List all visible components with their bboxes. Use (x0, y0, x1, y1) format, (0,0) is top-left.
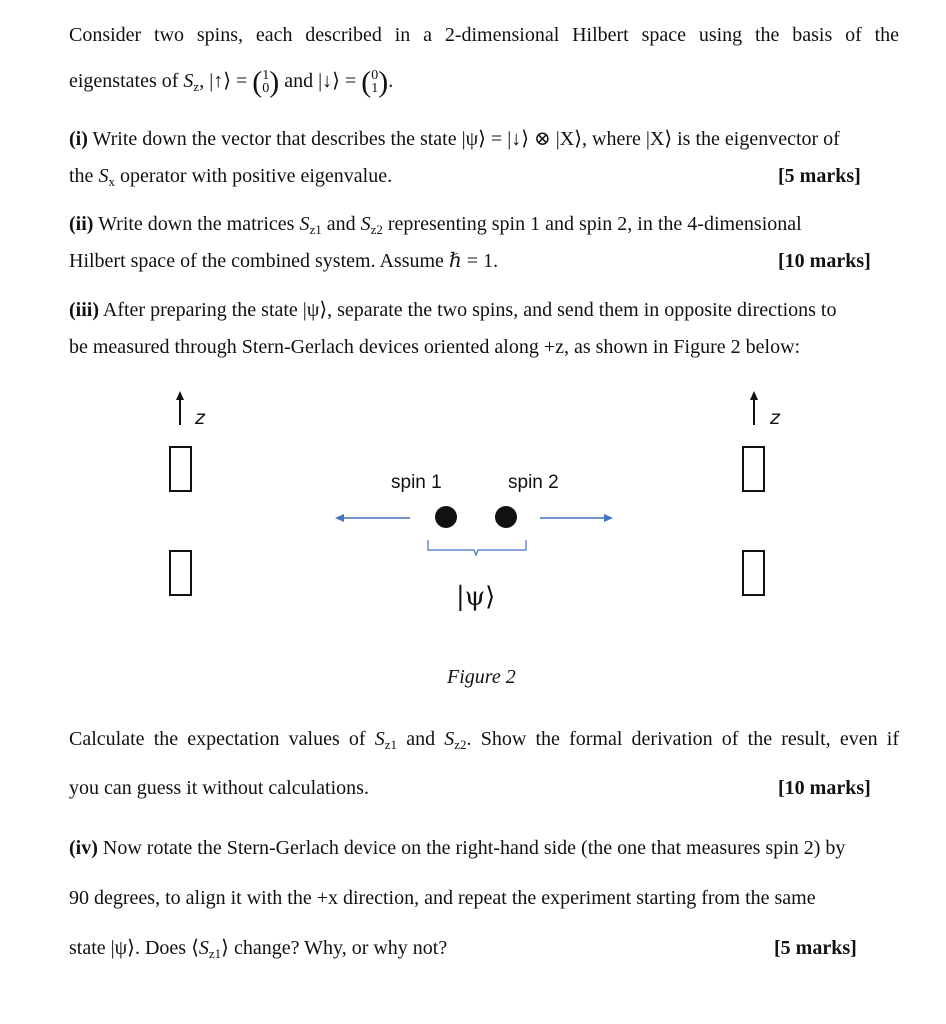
sz1-subscript: z1 (309, 222, 322, 237)
q3-after-line-1 (69, 726, 899, 758)
sz2-operator: S (360, 213, 371, 235)
q1-text-a: Write down the vector that describes the state |ψ⟩ = |↓⟩ ⊗ |X⟩, where |X⟩ is the eigenvector of (87, 128, 840, 150)
q2-text-a: Write down the matrices (93, 213, 300, 235)
sz2-subscript-b: z2 (454, 737, 467, 752)
right-direction-arrow (540, 514, 613, 522)
q2-label: (ii) (69, 213, 94, 235)
up-vector-top: 1 (262, 68, 270, 84)
sz-subscript: z (193, 79, 200, 94)
left-sg-upper-magnet (170, 447, 191, 491)
figure-caption: Figure 2 (447, 666, 516, 688)
q2-line-1 (69, 211, 899, 243)
q4-line-2: 90 degrees, to align it with the +x direction, and repeat the experiment starting from the same (69, 887, 816, 909)
sz-operator: S (183, 70, 194, 92)
q4-label: (iv) (69, 837, 98, 859)
q1-line-1 (69, 126, 899, 152)
sz2-operator-b: S (444, 728, 455, 750)
q4-marks: [5 marks] (774, 937, 857, 959)
left-direction-arrow (335, 514, 410, 522)
q3-marks: [10 marks] (778, 777, 871, 799)
q1-line-2 (69, 163, 899, 195)
q3-after-line-2: you can guess it without calculations. (69, 777, 369, 799)
q1-text-c: operator with positive eigenvalue. (114, 165, 393, 187)
intro-text-a: eigenstates of (69, 70, 184, 92)
sz1-subscript-b: z1 (384, 737, 398, 752)
left-z-axis-label: z (195, 407, 205, 429)
q2-marks: [10 marks] (778, 250, 871, 272)
q1-text-b: the (69, 165, 99, 187)
down-vector-open-paren: ( (361, 65, 372, 99)
psi-state-label: |ψ⟩ (456, 582, 496, 612)
q4-line-1 (69, 835, 899, 861)
spin-2-particle (495, 506, 517, 528)
sz1-subscript-c: z1 (208, 946, 222, 961)
sx-subscript: x (108, 174, 115, 189)
down-vector-top: 0 (371, 68, 379, 84)
spin-2-label: spin 2 (508, 472, 559, 493)
q2-text-b: and (321, 213, 361, 235)
q3-after-text-b: and (397, 728, 445, 750)
left-z-axis-arrow (176, 391, 184, 425)
q3-after-text-c: . Show the formal derivation of the result, even if (466, 728, 899, 750)
up-vector-close-paren: ) (269, 65, 280, 99)
sz1-operator-b: S (374, 728, 385, 750)
down-vector-close-paren: ) (378, 65, 389, 99)
left-sg-lower-magnet (170, 551, 191, 595)
sx-operator: S (98, 165, 109, 187)
q2-line-2: Hilbert space of the combined system. Assume ℏ = 1. (69, 250, 499, 272)
q3-after-text-a: Calculate the expectation values of (69, 728, 375, 750)
right-sg-upper-magnet (743, 447, 764, 491)
right-z-axis-label: z (770, 407, 780, 429)
right-z-axis-arrow (750, 391, 758, 425)
q3-label: (iii) (69, 299, 99, 321)
q4-text-a: Now rotate the Stern-Gerlach device on the right-hand side (the one that measures spin 2) by (97, 837, 846, 859)
intro-line-1: Consider two spins, each described in a 2-dimensional Hilbert space using the basis of the (69, 24, 899, 46)
q2-text-c: representing spin 1 and spin 2, in the 4-dimensional (382, 213, 802, 235)
up-vector-open-paren: ( (252, 65, 263, 99)
intro-text-b: , |↑⟩ = (199, 70, 253, 92)
spin-1-particle (435, 506, 457, 528)
sz1-operator: S (299, 213, 310, 235)
q3-line-2: be measured through Stern-Gerlach devices oriented along +z, as shown in Figure 2 below: (69, 336, 801, 358)
down-vector-bottom: 1 (371, 81, 379, 97)
q1-label: (i) (69, 128, 88, 150)
right-sg-lower-magnet (743, 551, 764, 595)
q1-marks: [5 marks] (778, 165, 861, 187)
intro-line-2 (69, 65, 899, 100)
q3-text-a: After preparing the state |ψ⟩, separate the two spins, and send them in opposite directions to (99, 299, 837, 321)
spin-1-label: spin 1 (391, 472, 442, 493)
q3-line-1 (69, 297, 899, 323)
q4-text-c: state |ψ⟩. Does ⟨ (69, 937, 199, 959)
up-vector-bottom: 0 (262, 81, 270, 97)
sz2-subscript: z2 (370, 222, 383, 237)
intro-text-d: . (388, 70, 394, 92)
entanglement-brace (428, 540, 526, 555)
intro-text-c: and |↓⟩ = (279, 70, 362, 92)
q4-text-d: ⟩ change? Why, or why not? (221, 937, 448, 959)
sz1-operator-c: S (198, 937, 209, 959)
